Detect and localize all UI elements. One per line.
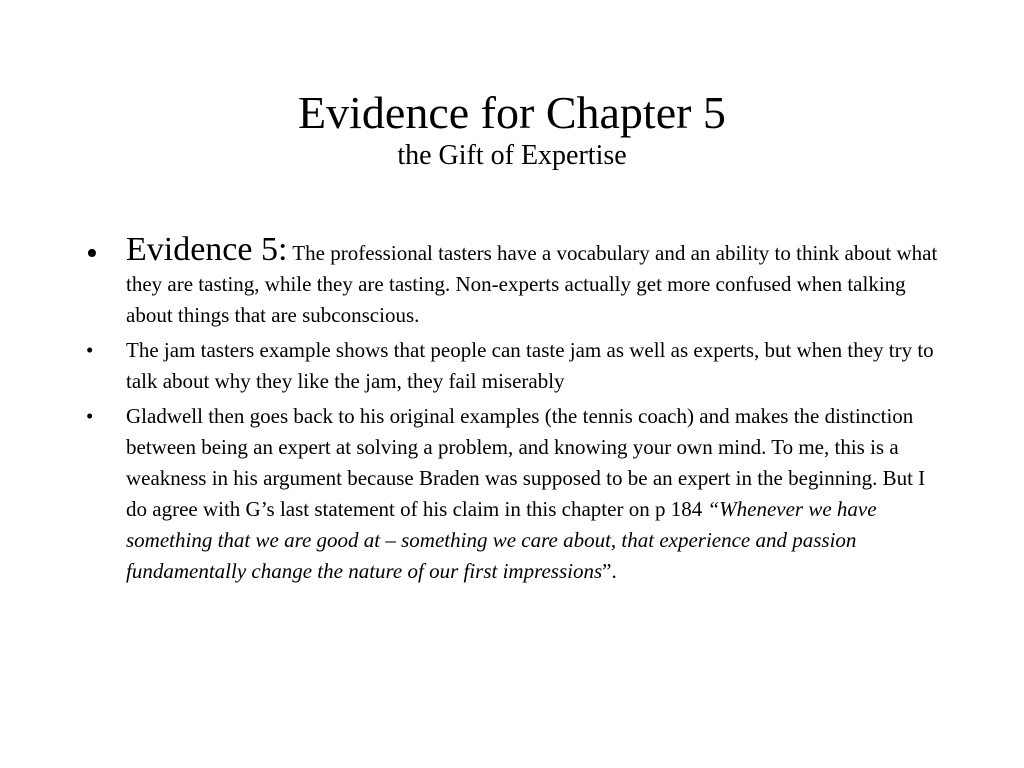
bullet-marker: • (86, 235, 98, 272)
bullet-item (86, 335, 946, 397)
bullet-marker: • (86, 404, 94, 428)
bullet-lead: Evidence 5: (126, 231, 288, 268)
bullet-tail: ”. (602, 559, 617, 583)
bullet-item (86, 232, 946, 331)
bullet-list (86, 232, 946, 591)
slide-subtitle: the Gift of Expertise (397, 140, 627, 171)
bullet-marker: • (86, 338, 94, 362)
title-block (0, 86, 1024, 172)
bullet-text: The jam tasters example shows that people can taste jam as well as experts, but when they try to talk about why they like the jam, they fail miserably (126, 338, 934, 393)
bullet-item (86, 401, 946, 587)
bullet-text: Gladwell then goes back to his original examples (the tennis coach) and makes the distinction between being an expert at solving a problem, and knowing your own mind. To me, this is a weakness in his argument because Braden was supposed to be an expert in the beginning. But I do agree with G’s last statement of his claim in this chapter on p 184 (126, 404, 926, 521)
slide-title: Evidence for Chapter 5 (298, 87, 726, 138)
bullet-text: The professional tasters have a vocabulary and an ability to think about what they are tasting, while they are tasting. Non-experts actually get more confused when talking about things that are subconscious. (126, 241, 938, 327)
bullet-quote: “Whenever we have something that we are good at – something we care about, that experience and passion fundamentally change the nature of our first impressions (126, 497, 877, 583)
